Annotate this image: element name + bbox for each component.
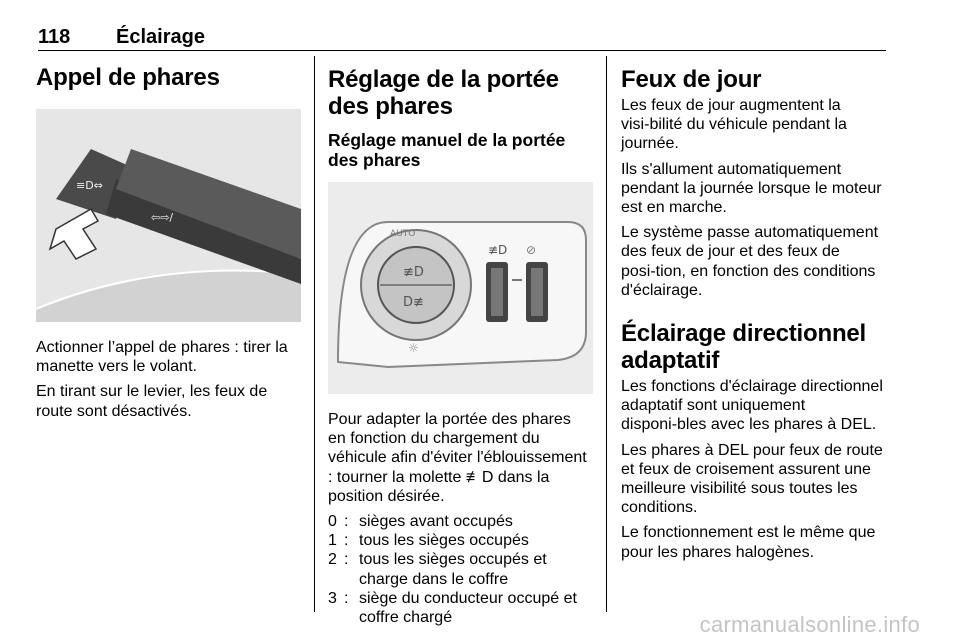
list-item: 1 : tous les sièges occupés [328,531,593,550]
load-positions-list [328,512,593,627]
svg-text:⊘: ⊘ [526,243,537,257]
paragraph: Le fonctionnement est le même que pour les phares halogènes. [621,524,876,561]
watermark: carmanualsonline.info [699,612,920,637]
running-title: Éclairage [116,26,205,48]
paragraph: Les feux de jour augmentent la visi‑bilité du véhicule pendant la journée. [621,97,847,153]
column-daytime-lights [621,56,887,568]
page-header [38,24,886,51]
section-heading: Réglage de la portée des phares [328,66,559,120]
list-item: 2 : tous les sièges occupés et charge dans le coffre [328,550,593,588]
list-text: sièges avant occupés [359,513,513,531]
paragraph: Le système passe automatiquement des feux de jour et des feux de posi‑tion, en fonction des conditions d'éclairage. [621,224,879,299]
svg-text:⇦⇨/: ⇦⇨/ [151,211,174,224]
paragraph: Les phares à DEL pour feux de route et feux de croisement assurent une meilleure visibilité sous toutes les conditions. [621,441,883,517]
paragraph: Ils s'allument automatiquement pendant la journée lorsque le moteur est en marche. [621,160,882,217]
list-text: tous les sièges occupés et charge dans le coffre [359,551,547,588]
paragraph-text: Pour adapter la portée des phares en fonction du chargement du véhicule afin d'éviter l'éblouissement : tourner la molette [328,411,587,486]
section-heading: Appel de phares [36,64,220,91]
list-number: 3 [328,589,337,607]
list-number: 0 [328,513,337,531]
subsection-heading: Réglage manuel de la portée des phares [328,130,566,170]
headlight-control-panel-illustration [328,182,593,394]
paragraph: En tirant sur le levier, les feux de route sont désactivés. [36,383,268,420]
column-headlight-range [328,56,593,627]
list-text: siège du conducteur occupé et coffre chargé [359,589,577,627]
svg-text:≢D: ≢D [403,265,424,280]
stalk-lever-illustration [36,109,301,322]
paragraph-text-end: dans la position désirée. [328,468,550,505]
section-heading: Éclairage directionnel adaptatif [621,320,867,375]
list-number: 1 [328,532,337,550]
paragraph: Les fonctions d'éclairage directionnel adaptatif sont uniquement disponi‑bles avec les phares à DEL. [621,378,883,434]
list-item: 0 : sièges avant occupés [328,512,593,531]
column-flash-to-pass [36,56,301,427]
paragraph [328,410,593,506]
paragraph: Actionner l’appel de phares : tirer la manette vers le volant. [36,339,288,376]
section-heading: Feux de jour [621,66,762,93]
svg-text:D≢: D≢ [403,295,424,310]
list-number: 2 [328,551,337,569]
list-item: 3 : siège du conducteur occupé et coffre chargé [328,589,593,627]
page-number: 118 [38,26,71,48]
auto-label: AUTO [390,229,416,239]
svg-text:≢D: ≢D [488,243,508,257]
headlight-range-icon: ≢D [465,468,494,486]
list-text: tous les sièges occupés [359,532,529,550]
column-divider [606,56,607,612]
column-divider [314,56,315,612]
svg-text:≡D⇔: ≡D⇔ [76,179,103,192]
svg-text:☼: ☼ [408,341,419,355]
